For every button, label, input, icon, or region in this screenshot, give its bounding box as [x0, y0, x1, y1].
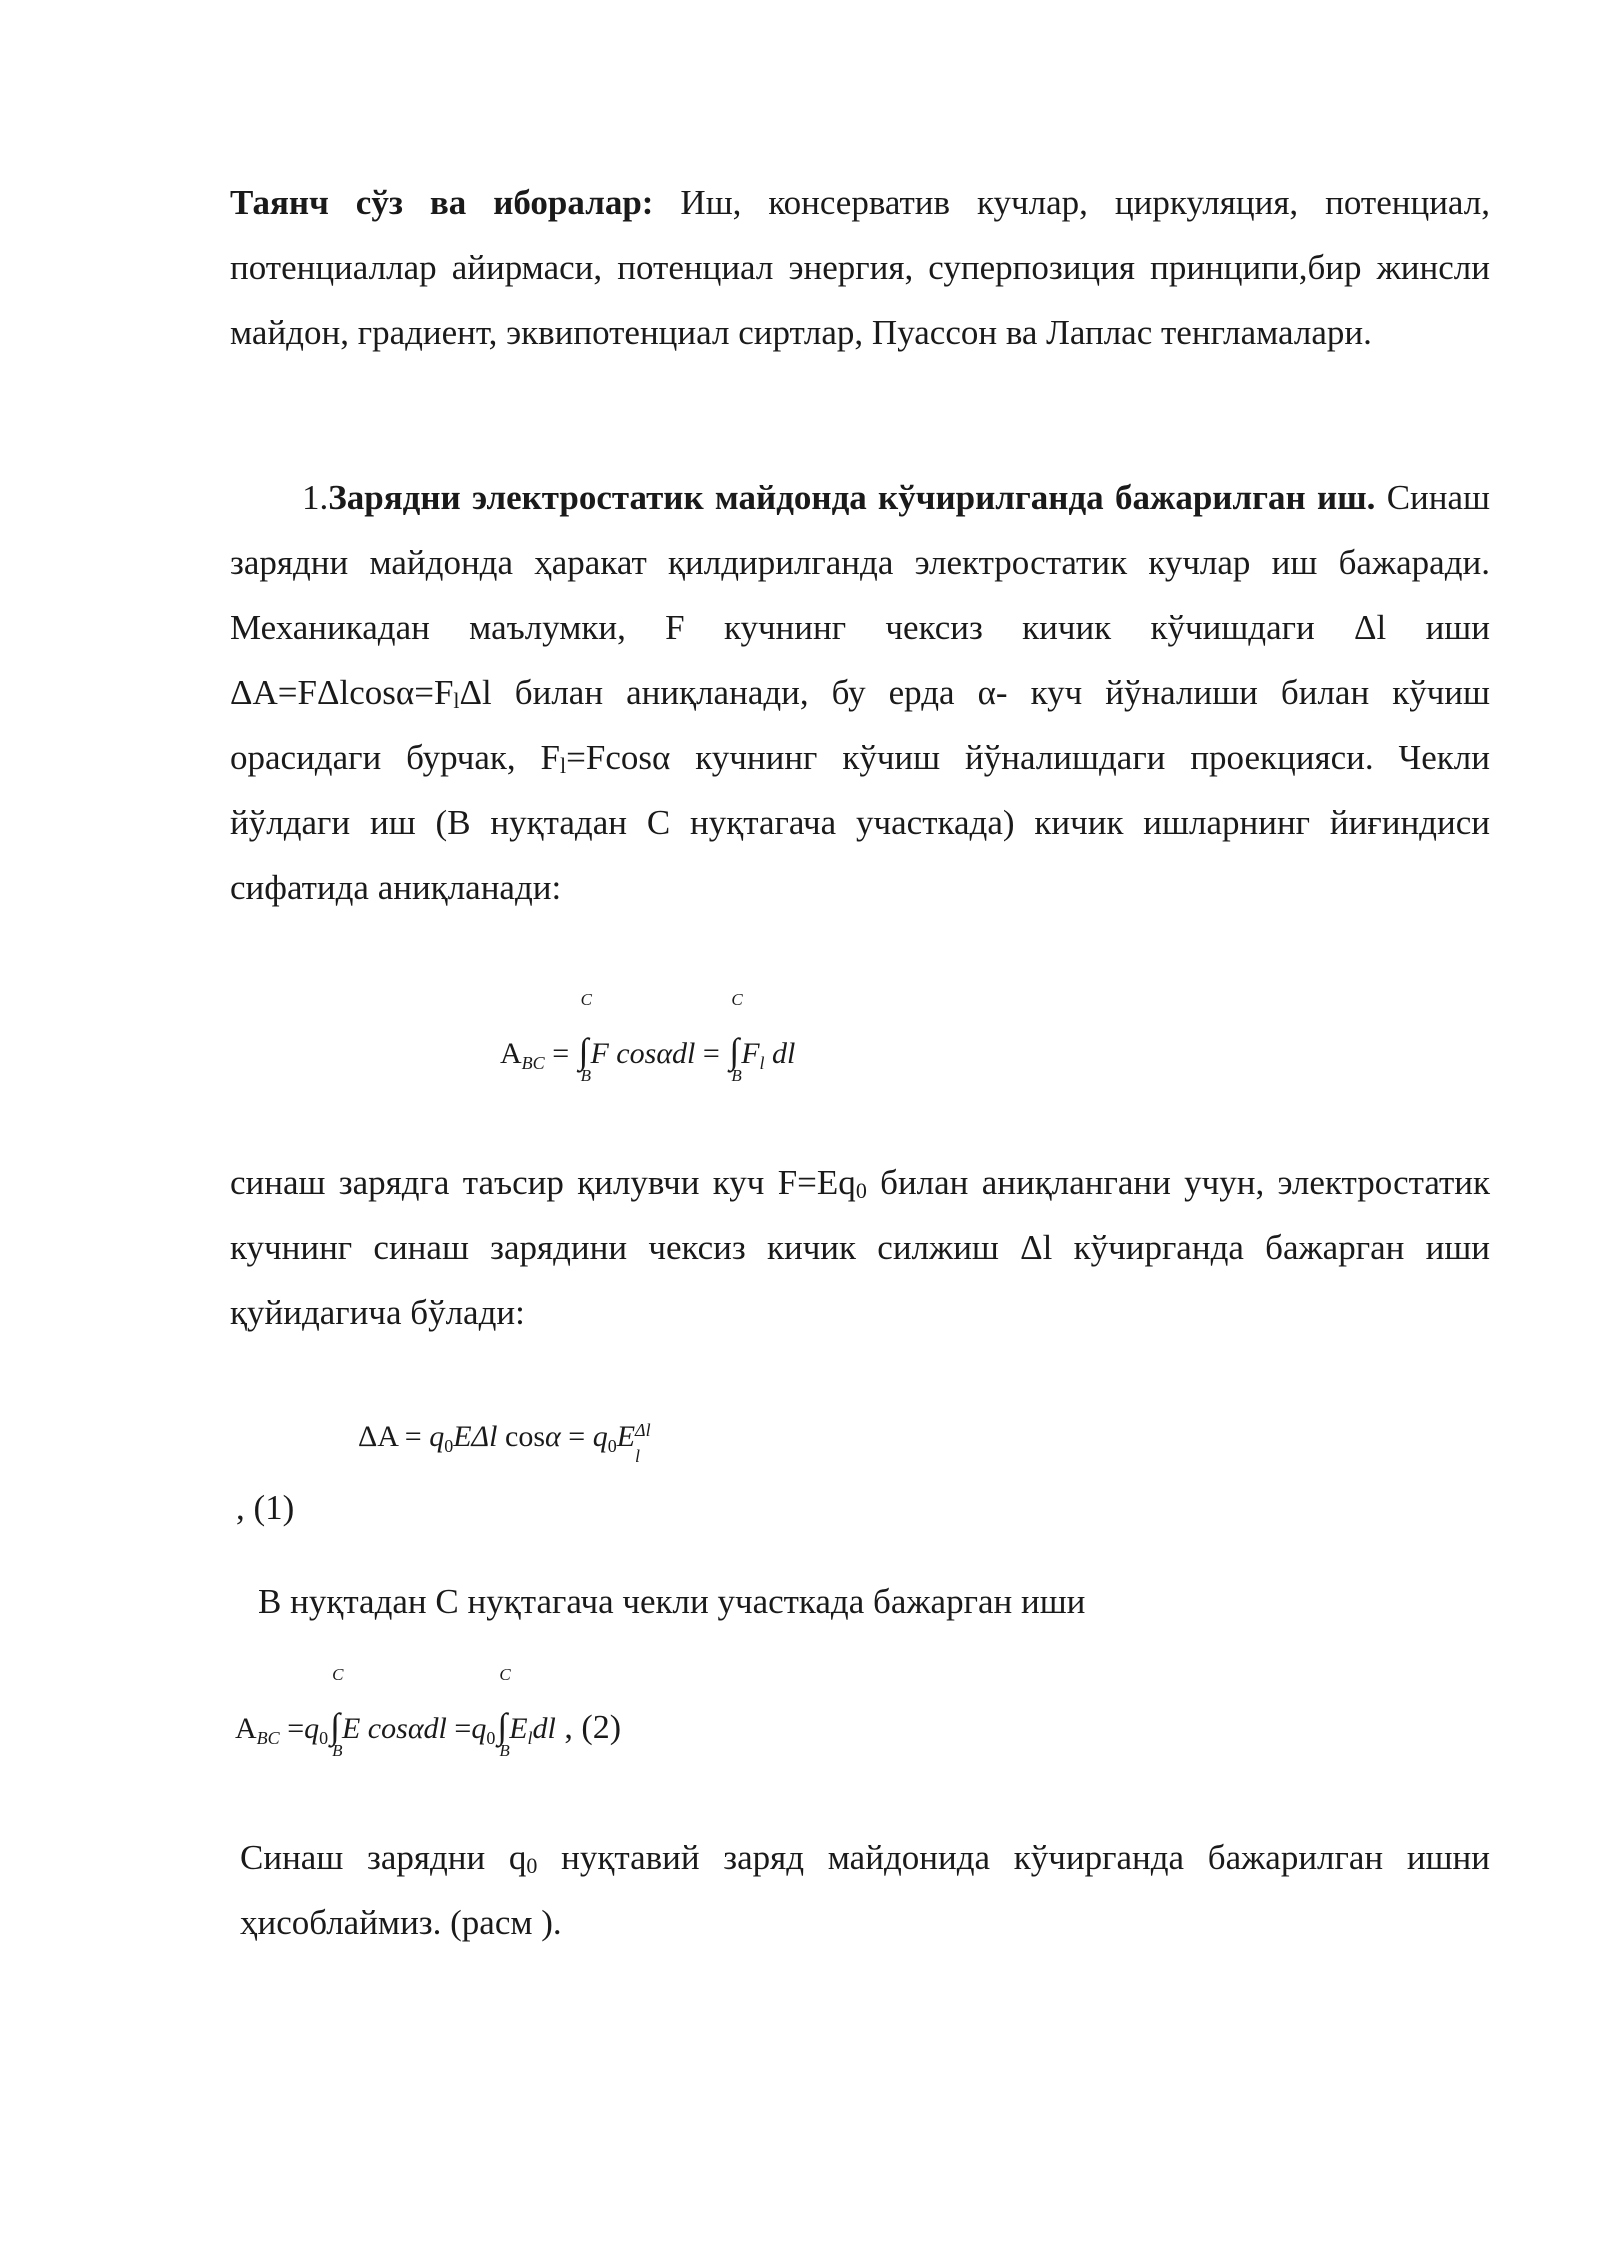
- f3-integral-1-upper: C: [332, 1665, 344, 1684]
- f3-lhs-sub: BC: [256, 1728, 280, 1748]
- keywords-text: Иш, консерватив кучлар, циркуляция, потенциал, потенциаллар айирмаси, потенциал энергия, суперпозиция принципи,бир жинсли майдон, градиент, эквипотенциал сиртлар, Пуассон ва Лаплас тенгламалари.: [230, 183, 1490, 352]
- f1-rhs-sub: l: [759, 1053, 765, 1073]
- f1-integral-1-lower: B: [580, 1066, 591, 1085]
- section-text-1: Синаш зарядни майдонда ҳаракат қилдирилганда электростатик кучлар иш бажаради. Механикадан маълумки, F кучнинг чексиз кичик кўчишдаги Δl иши ΔA=FΔlcosα=F: [230, 478, 1491, 712]
- f3-q2-sub: 0: [486, 1728, 496, 1748]
- f2-q2: q: [592, 1420, 608, 1453]
- section-1-paragraph: [230, 465, 1490, 920]
- formula-delta-work: $\Delta A = q_0E\Delta l$ $\cos\alpha = q_0E$ Δl l: [358, 1420, 651, 1466]
- f1-integral-2-lower: B: [731, 1066, 742, 1085]
- paragraph-finite-path: B нуқтадан C нуқтагача чекли участкада бажарган иши: [258, 1582, 1086, 1621]
- f3-integral-2-lower: B: [499, 1741, 510, 1760]
- paragraph-point-charge: [230, 1825, 1490, 1955]
- para2-tail: билан аниқлангани учун, электростатик кучнинг синаш зарядини чексиз кичик силжиш Δl кўчирганда бажарган иши қуйидагича бўлади:: [230, 1163, 1490, 1332]
- f3-integral-1-lower: B: [332, 1741, 343, 1760]
- para4-text: Синаш зарядни q: [240, 1838, 527, 1877]
- formula-2-label: , (2): [555, 1709, 622, 1746]
- f1-integral-1-upper: C: [580, 990, 592, 1009]
- f2-q: q: [429, 1420, 445, 1453]
- f1-rhs-tail: dl: [764, 1037, 796, 1070]
- f3-q: q: [304, 1712, 320, 1745]
- f3-mid: E cos: [341, 1712, 408, 1745]
- section-sub-2: l: [560, 753, 567, 778]
- f1-eq: =: [544, 1037, 577, 1070]
- f2-alpha: α: [545, 1420, 561, 1453]
- f3-eq2: =: [446, 1712, 472, 1745]
- section-title: Зарядни электростатик майдонда кўчирилганда бажарилган иш.: [328, 478, 1376, 517]
- f2-lhs: ΔA =: [358, 1420, 430, 1453]
- f1-integral-2-upper: C: [731, 990, 743, 1009]
- f3-q-sub: 0: [319, 1728, 329, 1748]
- f1-integral-2: ∫ C B: [729, 990, 743, 1085]
- f2-q2-sub: 0: [607, 1436, 617, 1456]
- f3-integral-1: ∫ C B: [330, 1665, 344, 1760]
- para2-text: синаш зарядга таъсир қилувчи куч F=Eq: [230, 1163, 856, 1202]
- para2-sub: 0: [855, 1178, 867, 1203]
- section-text-2: Δl билан аниқланади, бу ерда α- куч йўналиши билан кўчиш орасидаги бурчак, F: [230, 673, 1490, 777]
- f1-mid: F cos: [590, 1037, 657, 1070]
- f3-integral-2-upper: C: [499, 1665, 511, 1684]
- para4-tail: нуқтавий заряд майдонида кўчирганда бажарилган ишни ҳисоблаймиз. (расм ).: [240, 1838, 1490, 1942]
- f3-rhs-sub: l: [527, 1728, 533, 1748]
- f3-rhs-tail: dl: [532, 1712, 556, 1745]
- formula-work-bc-field: [235, 1665, 622, 1760]
- f2-e: E: [616, 1420, 636, 1453]
- f2-cos: cos: [497, 1420, 546, 1453]
- section-text-3: =Fcosα кучнинг кўчиш йўналишдаги проекцияси. Чекли йўлдаги иш (B нуқтадан C нуқтагача участкада) кичик ишларнинг йиғиндиси сифатида аниқланади:: [230, 738, 1490, 907]
- f1-alpha-dl: αdl: [656, 1037, 696, 1070]
- formula-1-label: , (1): [236, 1488, 295, 1527]
- f3-rhs: E: [509, 1712, 528, 1745]
- keywords-paragraph: [230, 170, 1490, 365]
- f1-rhs: F: [741, 1037, 760, 1070]
- section-sub-1: l: [453, 688, 460, 713]
- formula-work-bc: [500, 990, 796, 1085]
- f2-eq: =: [560, 1420, 593, 1453]
- section-number: 1.: [302, 478, 329, 517]
- paragraph-force: [230, 1150, 1490, 1345]
- f2-body: EΔl: [453, 1420, 498, 1453]
- f3-q2: q: [471, 1712, 487, 1745]
- f2-q-sub: 0: [444, 1436, 454, 1456]
- f1-lhs-sub: BC: [521, 1053, 545, 1073]
- f3-lhs: A: [235, 1712, 257, 1745]
- f3-integral-2: ∫ C B: [497, 1665, 511, 1760]
- f1-eq2: =: [695, 1037, 728, 1070]
- keywords-label: Таянч сўз ва иборалар:: [230, 183, 654, 222]
- f1-lhs: A: [500, 1037, 522, 1070]
- f3-alpha-dl: αdl: [407, 1712, 447, 1745]
- f3-eq: =: [279, 1712, 305, 1745]
- f1-integral-1: ∫ C B: [578, 990, 592, 1085]
- para4-sub: 0: [526, 1853, 538, 1878]
